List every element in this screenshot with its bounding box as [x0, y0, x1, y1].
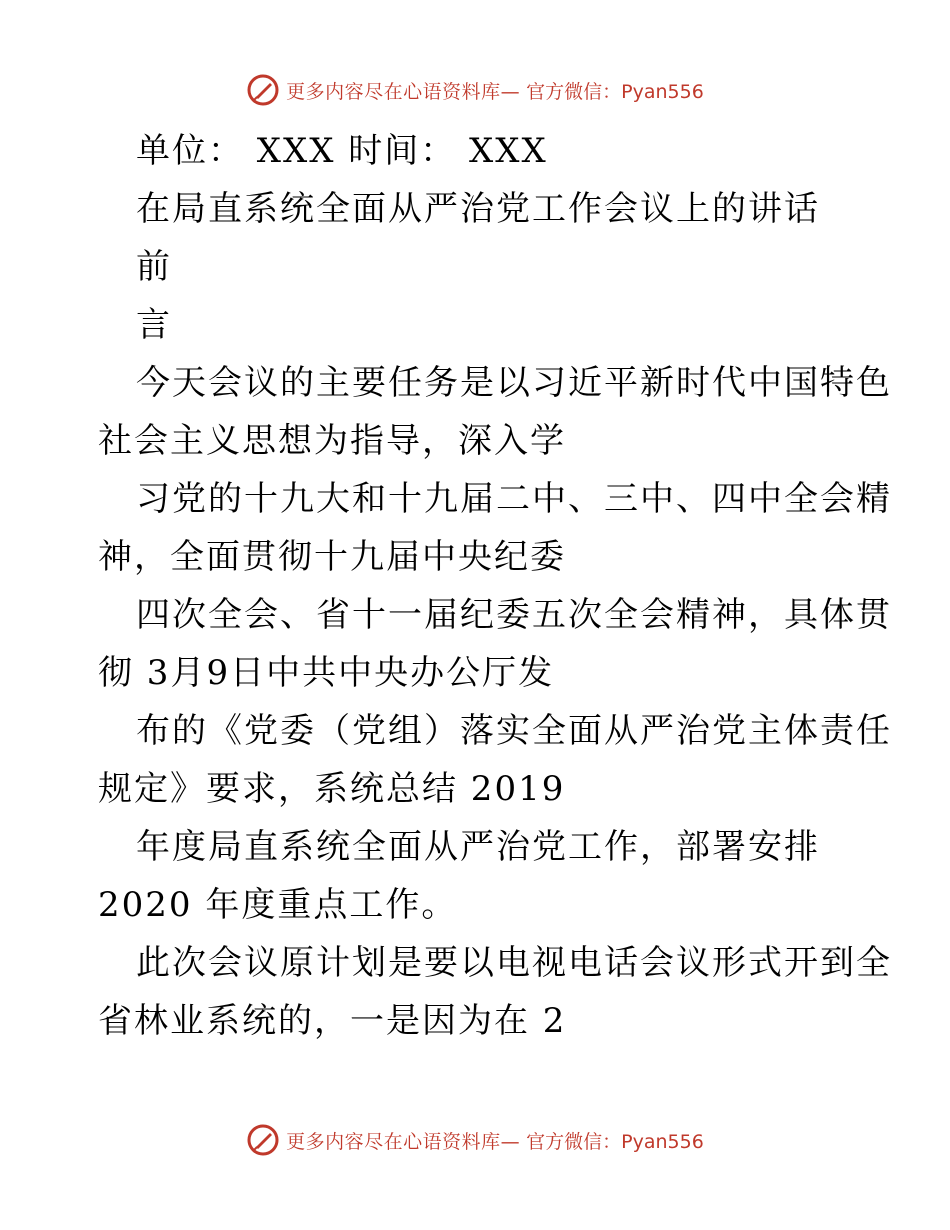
- banner-wechat: 官方微信：Pyan556: [526, 80, 704, 103]
- doc-line: 单位： XXX 时间： XXX: [136, 131, 548, 171]
- doc-line: 此次会议原计划是要以电视电话会议形式开到全: [136, 943, 892, 983]
- quill-seal-icon: [246, 73, 280, 107]
- doc-title: 在局直系统全面从严治党工作会议上的讲话: [136, 189, 820, 229]
- banner-wechat: 官方微信：Pyan556: [526, 1130, 704, 1153]
- footer-banner: [0, 1120, 950, 1160]
- doc-line: 今天会议的主要任务是以习近平新时代中国特色: [136, 363, 892, 403]
- doc-line: 省林业系统的，一是因为在 2: [98, 1001, 567, 1041]
- document-body: [98, 122, 892, 1050]
- doc-line: 言: [136, 305, 172, 345]
- banner-text: 更多内容尽在心语资料库—: [286, 1130, 521, 1153]
- doc-line: 布的《党委（党组）落实全面从严治党主体责任: [136, 711, 892, 751]
- doc-line: 神，全面贯彻十九届中央纪委: [98, 537, 566, 577]
- doc-line: 彻 3月9日中共中央办公厅发: [98, 653, 555, 693]
- doc-line: 规定》要求，系统总结 2019: [98, 769, 566, 809]
- doc-line: 2020 年度重点工作。: [98, 885, 458, 925]
- doc-line: 前: [136, 247, 172, 287]
- doc-line: 习党的十九大和十九届二中、三中、四中全会精: [136, 479, 892, 519]
- doc-line: 四次全会、省十一届纪委五次全会精神，具体贯: [136, 595, 892, 635]
- banner-logo-group: [246, 73, 704, 107]
- banner-text: 更多内容尽在心语资料库—: [286, 80, 521, 103]
- banner-logo-group: [246, 1123, 704, 1157]
- header-banner: [0, 70, 950, 110]
- doc-line: 年度局直系统全面从严治党工作，部署安排: [136, 827, 820, 867]
- quill-seal-icon: [246, 1123, 280, 1157]
- doc-line: 社会主义思想为指导，深入学: [98, 421, 566, 461]
